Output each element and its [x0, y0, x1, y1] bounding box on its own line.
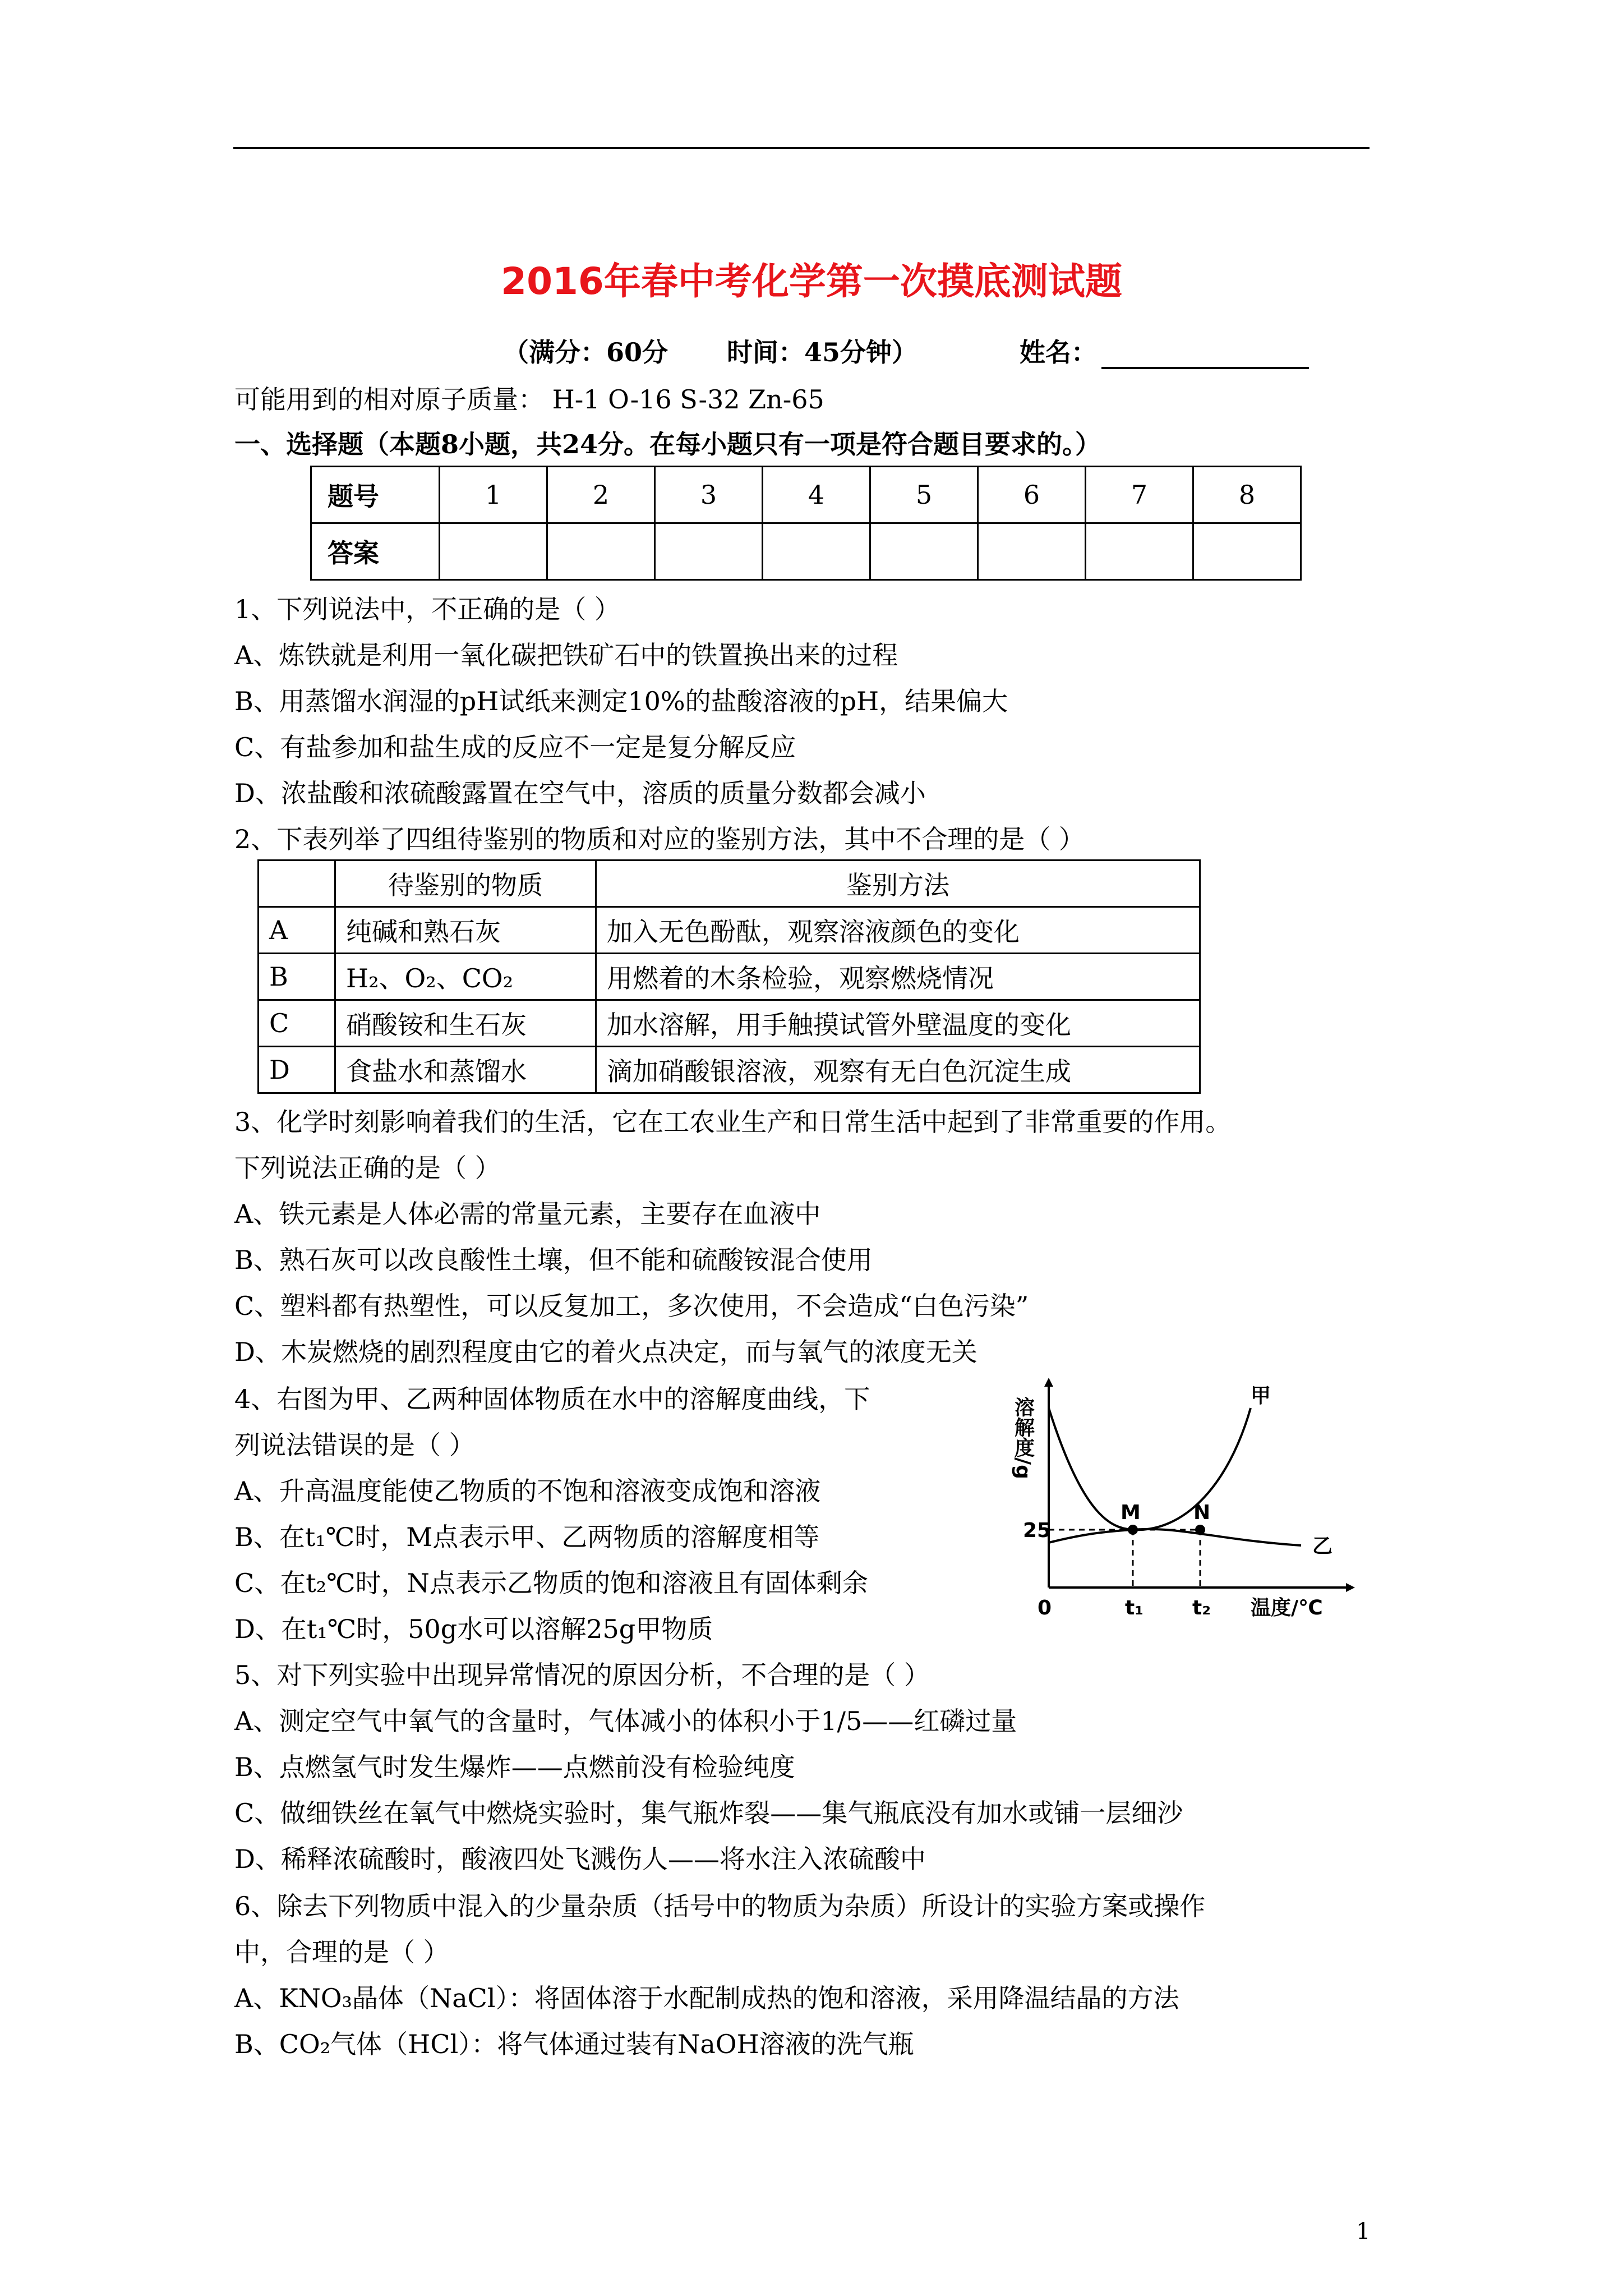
q5-option-a: A、测定空气中氧气的含量时，气体减小的体积小于1/5——红磷过量: [234, 1706, 1017, 1736]
x-tick-t1: t₁: [1125, 1596, 1144, 1619]
answer-table: [310, 466, 1302, 581]
header-method: 鉴别方法: [596, 861, 1200, 907]
answer-table-number-row: [311, 467, 1301, 523]
table-row: [259, 1047, 1200, 1093]
q6-stem-line2: 中，合理的是（ ）: [234, 1937, 449, 1967]
header-substance: 待鉴别的物质: [335, 861, 596, 907]
row-substance: 食盐水和蒸馏水: [335, 1047, 596, 1093]
q4-option-b: B、在t₁℃时，M点表示甲、乙两物质的溶解度相等: [234, 1522, 820, 1552]
question-number-6: 6: [978, 467, 1086, 523]
question-number-8: 8: [1193, 467, 1301, 523]
question-number-2: 2: [547, 467, 655, 523]
q2-stem: 2、下表列举了四组待鉴别的物质和对应的鉴别方法，其中不合理的是（ ）: [234, 824, 1085, 854]
question-number-1: 1: [440, 467, 547, 523]
solubility-chart: [1011, 1374, 1374, 1621]
q3-stem-line1: 3、化学时刻影响着我们的生活，它在工农业生产和日常生活中起到了非常重要的作用。: [234, 1107, 1232, 1137]
x-axis-arrow: [1346, 1583, 1355, 1592]
q5-stem: 5、对下列实验中出现异常情况的原因分析，不合理的是（ ）: [234, 1660, 930, 1690]
q1-option-d: D、浓盐酸和浓硫酸露置在空气中，溶质的质量分数都会减小: [234, 778, 926, 808]
table-row: [259, 907, 1200, 954]
point-n: [1195, 1525, 1205, 1535]
answer-cell-4[interactable]: [763, 523, 870, 580]
answer-cell-2[interactable]: [547, 523, 655, 580]
answer-table-answer-row: [311, 523, 1301, 580]
q6-option-a: A、KNO₃晶体（NaCl）：将固体溶于水配制成热的饱和溶液，采用降温结晶的方法: [234, 1983, 1179, 2013]
row-method: 加水溶解，用手触摸试管外壁温度的变化: [596, 1000, 1200, 1047]
answer-table-row2-label: 答案: [311, 523, 440, 580]
q3-stem-line2: 下列说法正确的是（ ）: [234, 1153, 501, 1183]
q1-option-a: A、炼铁就是利用一氧化碳把铁矿石中的铁置换出来的过程: [234, 640, 898, 670]
page-title: 2016年春中考化学第一次摸底测试题: [501, 260, 1122, 303]
x-tick-t2: t₂: [1192, 1596, 1211, 1619]
chart-axes: [1044, 1378, 1355, 1592]
q1-option-b: B、用蒸馏水润湿的pH试纸来测定10%的盐酸溶液的pH，结果偏大: [234, 686, 1008, 716]
y-axis-arrow: [1044, 1378, 1053, 1387]
series-jia-curve: [1049, 1408, 1251, 1530]
name-field[interactable]: [1020, 332, 1309, 369]
q1-option-c: C、有盐参加和盐生成的反应不一定是复分解反应: [234, 732, 796, 762]
q5-option-d: D、稀释浓硫酸时，酸液四处飞溅伤人——将水注入浓硫酸中: [234, 1844, 926, 1874]
row-method: 用燃着的木条检验，观察燃烧情况: [596, 954, 1200, 1000]
answer-cell-1[interactable]: [440, 523, 547, 580]
q4-option-a: A、升高温度能使乙物质的不饱和溶液变成饱和溶液: [234, 1476, 821, 1506]
score-info: （满分：60分: [503, 337, 668, 367]
x-axis-label: 温度/℃: [1251, 1596, 1323, 1619]
header-empty-cell: [259, 861, 335, 907]
row-label: D: [259, 1047, 335, 1093]
series-yi-label: 乙: [1312, 1535, 1333, 1558]
point-m-label: M: [1121, 1501, 1141, 1524]
question-number-7: 7: [1086, 467, 1193, 523]
question-number-3: 3: [655, 467, 763, 523]
series-yi-curve: [1049, 1529, 1301, 1545]
q4-option-d: D、在t₁℃时，50g水可以溶解25g甲物质: [234, 1614, 713, 1644]
page-number: 1: [1356, 2219, 1371, 2244]
q5-option-c: C、做细铁丝在氧气中燃烧实验时，集气瓶炸裂——集气瓶底没有加水或铺一层细沙: [234, 1798, 1183, 1828]
question-number-4: 4: [763, 467, 870, 523]
header-rule: [233, 147, 1370, 149]
q3-option-b: B、熟石灰可以改良酸性土壤，但不能和硫酸铵混合使用: [234, 1245, 873, 1275]
answer-cell-3[interactable]: [655, 523, 763, 580]
identification-table: [257, 859, 1201, 1094]
identification-table-header: [259, 861, 1200, 907]
answer-table-row1-label: 题号: [311, 467, 440, 523]
section1-heading: 一、选择题（本题8小题，共24分。在每小题只有一项是符合题目要求的。）: [234, 429, 1101, 459]
name-label: 姓名：: [1020, 337, 1097, 367]
table-row: [259, 1000, 1200, 1047]
point-n-label: N: [1193, 1501, 1211, 1524]
row-label: B: [259, 954, 335, 1000]
q3-option-d: D、木炭燃烧的剧烈程度由它的着火点决定，而与氧气的浓度无关: [234, 1337, 978, 1367]
series-jia-label: 甲: [1251, 1384, 1271, 1407]
q6-stem-line1: 6、除去下列物质中混入的少量杂质（括号中的物质为杂质）所设计的实验方案或操作: [234, 1891, 1206, 1921]
row-substance: H₂、O₂、CO₂: [335, 954, 596, 1000]
answer-cell-7[interactable]: [1086, 523, 1193, 580]
row-label: A: [259, 907, 335, 954]
q4-option-c: C、在t₂℃时，N点表示乙物质的饱和溶液且有固体剩余: [234, 1568, 868, 1598]
row-method: 加入无色酚酞，观察溶液颜色的变化: [596, 907, 1200, 954]
q4-stem-line2: 列说法错误的是（ ）: [234, 1430, 475, 1460]
y-axis-label: 溶解度/g: [1011, 1397, 1035, 1479]
answer-cell-6[interactable]: [978, 523, 1086, 580]
q5-option-b: B、点燃氢气时发生爆炸——点燃前没有检验纯度: [234, 1752, 795, 1782]
row-substance: 硝酸铵和生石灰: [335, 1000, 596, 1047]
table-row: [259, 954, 1200, 1000]
q3-option-a: A、铁元素是人体必需的常量元素，主要存在血液中: [234, 1199, 821, 1229]
row-substance: 纯碱和熟石灰: [335, 907, 596, 954]
q1-stem: 1、下列说法中，不正确的是（ ）: [234, 594, 620, 624]
atomic-masses: 可能用到的相对原子质量： H-1 O-16 S-32 Zn-65: [234, 384, 824, 415]
name-blank[interactable]: [1101, 342, 1309, 369]
q6-option-b: B、CO₂气体（HCl）：将气体通过装有NaOH溶液的洗气瓶: [234, 2029, 914, 2059]
q4-stem-line1: 4、右图为甲、乙两种固体物质在水中的溶解度曲线，下: [234, 1384, 870, 1414]
q3-option-c: C、塑料都有热塑性，可以反复加工，多次使用，不会造成“白色污染”: [234, 1291, 1029, 1321]
point-m: [1128, 1525, 1138, 1535]
origin-label: 0: [1038, 1596, 1052, 1619]
answer-cell-5[interactable]: [870, 523, 978, 580]
row-label: C: [259, 1000, 335, 1047]
row-method: 滴加硝酸银溶液，观察有无白色沉淀生成: [596, 1047, 1200, 1093]
y-tick-25: 25: [1023, 1519, 1052, 1542]
time-info: 时间：45分钟）: [727, 337, 918, 367]
question-number-5: 5: [870, 467, 978, 523]
answer-cell-8[interactable]: [1193, 523, 1301, 580]
